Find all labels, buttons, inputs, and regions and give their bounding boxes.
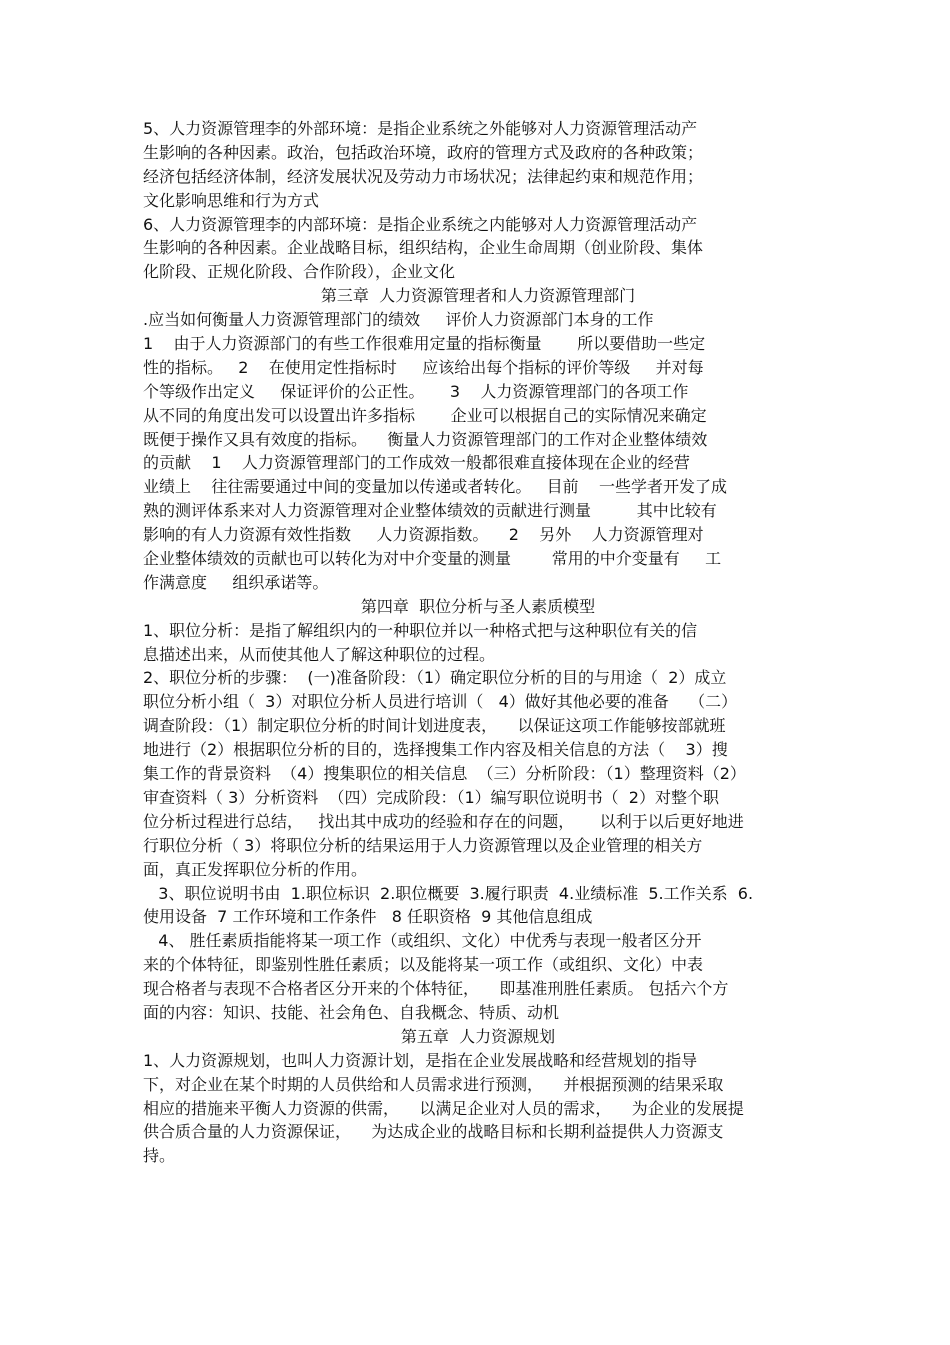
text-line: 业绩上 往往需要通过中间的变量加以传递或者转化。 目前 一些学者开发了成: [143, 477, 727, 497]
text-line: 经济包括经济体制，经济发展状况及劳动力市场状况；法律起约束和规范作用；: [143, 166, 704, 186]
text-line: 5、人力资源管理李的外部环境：是指企业系统之外能够对人力资源管理活动产: [143, 119, 698, 138]
text-line: 1、职位分析：是指了解组织内的一种职位并以一种格式把与这种职位有关的信: [143, 620, 698, 640]
text-line: 4、 胜任素质指能将某一项工作（或组织、文化）中优秀与表现一般者区分开: [143, 931, 702, 951]
text-line: 熟的测评体系来对人力资源管理对企业整体绩效的贡献进行测量 其中比较有: [143, 501, 717, 521]
document-page: [143, 117, 813, 1168]
text-line: 下，对企业在某个时期的人员供给和人员需求进行预测， 并根据预测的结果采取: [143, 1074, 724, 1094]
text-line: 影响的有人力资源有效性指数 人力资源指数。 2 另外 人力资源管理对: [143, 525, 704, 545]
text-line: 从不同的角度出发可以设置出许多指标 企业可以根据自己的实际情况来确定: [143, 405, 707, 425]
text-line: 调查阶段：（1）制定职位分析的时间计划进度表， 以保证这项工作能够按部就班: [143, 716, 726, 736]
text-line: 既便于操作又具有效度的指标。 衡量人力资源管理部门的工作对企业整体绩效: [143, 429, 708, 449]
text-line: 的贡献 1 人力资源管理部门的工作成效一般都很难直接体现在企业的经营: [143, 453, 690, 473]
text-line: 相应的措施来平衡人力资源的供需， 以满足企业对人员的需求， 为企业的发展提: [143, 1098, 744, 1118]
text-line: .应当如何衡量人力资源管理部门的绩效 评价人力资源部门本身的工作: [143, 310, 654, 330]
text-line: 审查资料（ 3）分析资料 （四）完成阶段：（1）编写职位说明书（ 2）对整个职: [143, 787, 719, 807]
text-line: 使用设备 7 工作环境和工作条件 8 任职资格 9 其他信息组成: [143, 907, 593, 927]
text-line: 化阶段、正规化阶段、合作阶段），企业文化: [143, 262, 456, 282]
text-line: 来的个体特征，即鉴别性胜任素质；以及能将某一项工作（或组织、文化）中表: [143, 955, 704, 975]
text-line: 1、人力资源规划，也叫人力资源计划，是指在企业发展战略和经营规划的指导: [143, 1050, 698, 1070]
text-line: 行职位分析（ 3）将职位分析的结果运用于人力资源管理以及企业管理的相关方: [143, 835, 703, 855]
text-line: 6、人力资源管理李的内部环境：是指企业系统之内能够对人力资源管理活动产: [143, 214, 698, 234]
text-line: 集工作的背景资料 （4）搜集职位的相关信息 （三）分析阶段：（1）整理资料（2）: [143, 764, 746, 784]
text-line: 面的内容：知识、技能、社会角色、自我概念、特质、动机: [143, 1002, 560, 1022]
text-line: 息描述出来，从而使其他人了解这种职位的过程。: [143, 644, 496, 664]
chapter-heading: 第五章 人力资源规划: [400, 1026, 556, 1046]
text-line: 文化影响思维和行为方式: [143, 190, 320, 210]
text-line: 现合格者与表现不合格者区分开来的个体特征， 即基准刑胜任素质。 包括六个方: [143, 979, 729, 999]
text-line: 位分析过程进行总结， 找出其中成功的经验和存在的问题， 以利于以后更好地进: [143, 811, 744, 831]
text-line: 地进行（2）根据职位分析的目的，选择搜集工作内容及相关信息的方法（ 3）搜: [143, 740, 728, 760]
text-line: 面，真正发挥职位分析的作用。: [143, 859, 368, 879]
text-line: 作满意度 组织承诺等。: [143, 572, 329, 592]
chapter-heading: 第四章 职位分析与圣人素质模型: [360, 596, 596, 616]
text-line: 持。: [143, 1146, 176, 1166]
text-line: 企业整体绩效的贡献也可以转化为对中介变量的测量 常用的中介变量有 工: [143, 549, 722, 569]
text-line: 供合质合量的人力资源保证， 为达成企业的战略目标和长期利益提供人力资源支: [143, 1122, 724, 1142]
text-line: 1 由于人力资源部门的有些工作很难用定量的指标衡量 所以要借助一些定: [143, 334, 706, 354]
text-line: 职位分析小组（ 3）对职位分析人员进行培训（ 4）做好其他必要的准备 （二）: [143, 692, 738, 712]
chapter-heading: 第三章 人力资源管理者和人力资源管理部门: [320, 286, 636, 306]
text-line: 性的指标。 2 在使用定性指标时 应该给出每个指标的评价等级 并对每: [143, 357, 704, 377]
text-line: 生影响的各种因素。政治，包括政治环境，政府的管理方式及政府的各种政策；: [143, 142, 704, 162]
text-line: 2、职位分析的步骤： (一)准备阶段：（1）确定职位分析的目的与用途（ 2）成立: [143, 668, 727, 688]
text-line: 3、职位说明书由 1.职位标识 2.职位概要 3.履行职责 4.业绩标准 5.工作关系 6.: [143, 883, 754, 903]
text-line: 生影响的各种因素。企业战略目标，组织结构，企业生命周期（创业阶段、集体: [143, 238, 704, 258]
text-line: 个等级作出定义 保证评价的公正性。 3 人力资源管理部门的各项工作: [143, 381, 689, 401]
